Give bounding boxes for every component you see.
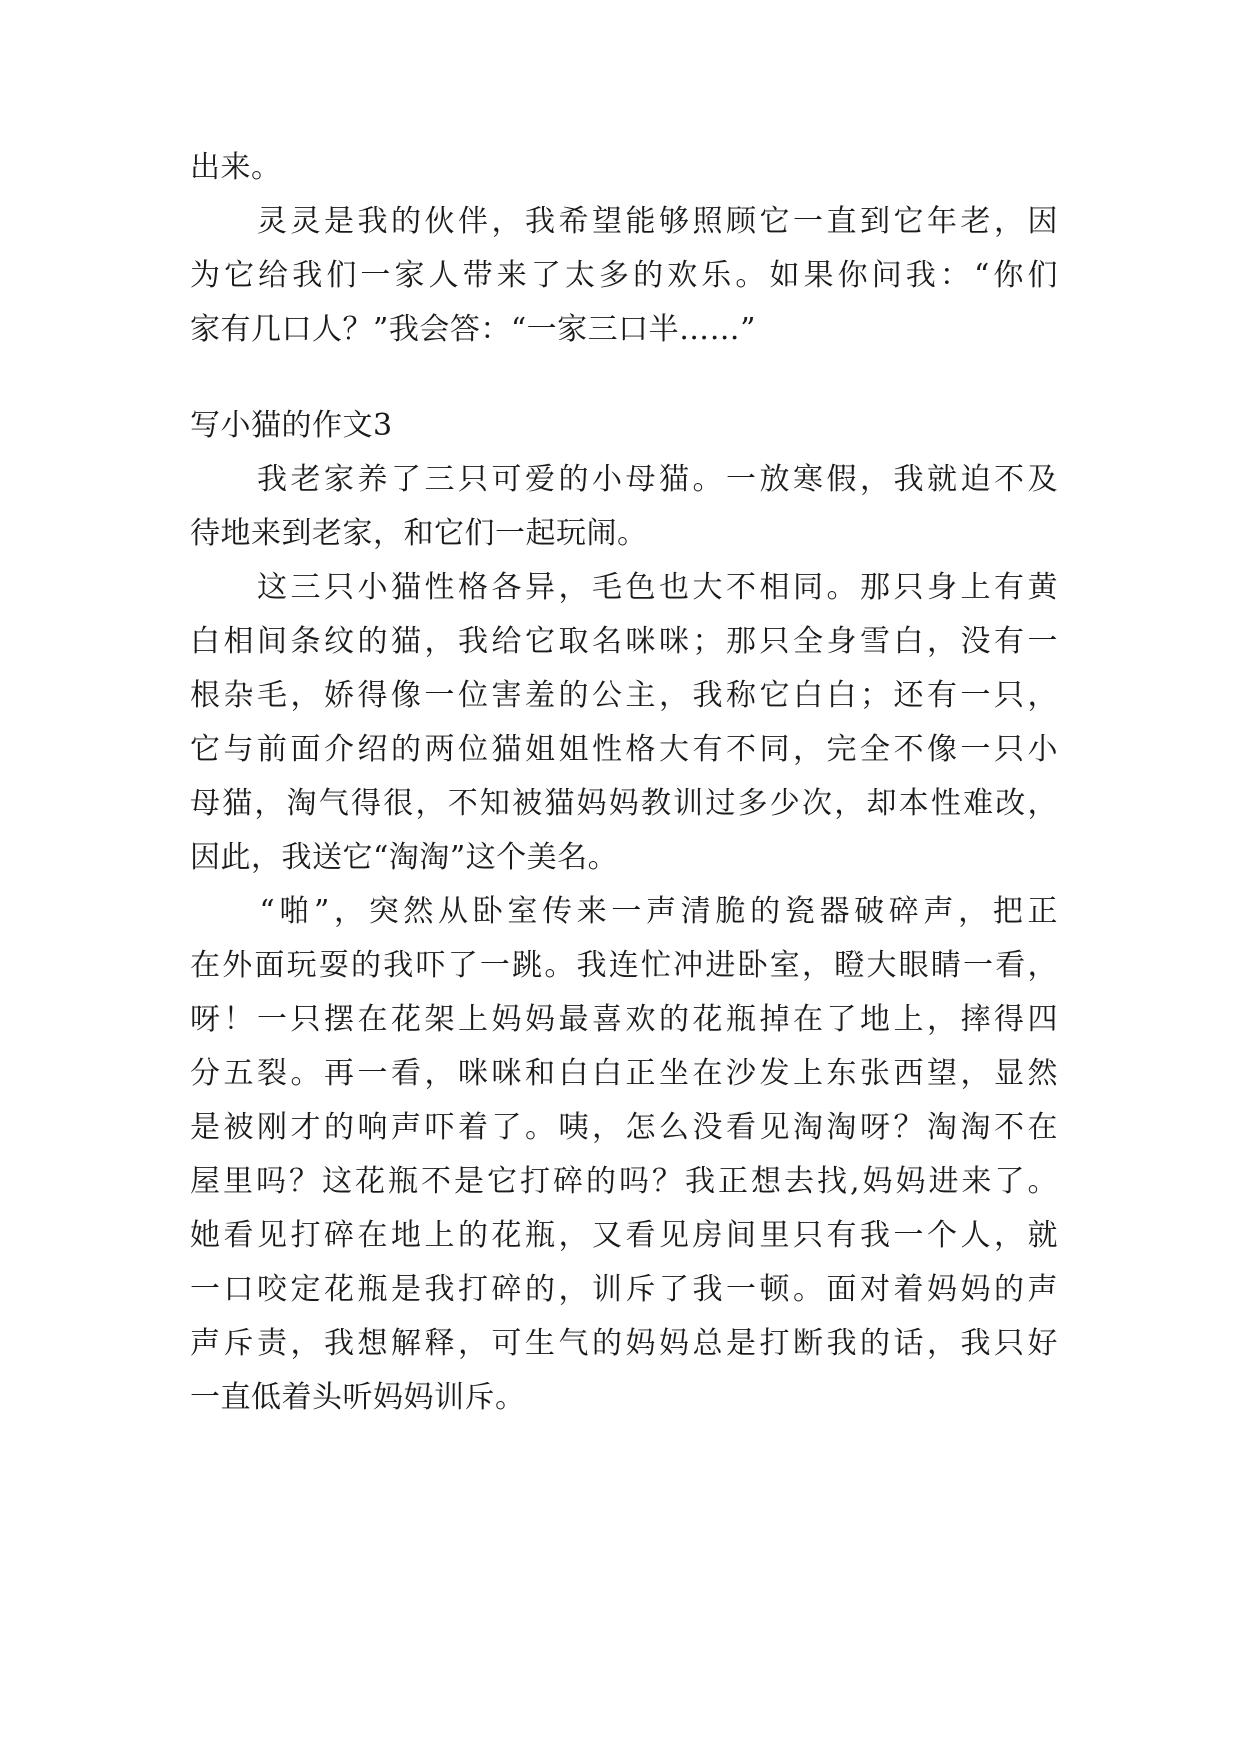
text-line: 白相间条纹的猫，我给它取名咪咪；那只全身雪白，没有一 (190, 624, 1058, 659)
text-line: 母猫，淘气得很，不知被猫妈妈教训过多少次，却本性难改， (190, 786, 1058, 821)
text-line: 分五裂。再一看，咪咪和白白正坐在沙发上东张西望，显然 (190, 1056, 1058, 1091)
text-line: 待地来到老家，和它们一起玩闹。 (190, 516, 648, 551)
text-line: 灵灵是我的伙伴，我希望能够照顾它一直到它年老，因 (190, 204, 1058, 239)
text-line: 一直低着头听妈妈训斥。 (190, 1380, 526, 1415)
text-line: 它与前面介绍的两位猫姐姐性格大有不同，完全不像一只小 (190, 732, 1058, 767)
text-line: 声斥责，我想解释，可生气的妈妈总是打断我的话，我只好 (190, 1326, 1058, 1361)
text-line: 呀！一只摆在花架上妈妈最喜欢的花瓶掉在了地上，摔得四 (190, 1002, 1058, 1037)
section-heading: 写小猫的作文3 (190, 408, 393, 443)
text-line: 家有几口人？”我会答：“一家三口半……” (190, 312, 757, 347)
text-line: 屋里吗？这花瓶不是它打碎的吗？我正想去找,妈妈进来了。 (190, 1164, 1058, 1199)
text-line: 我老家养了三只可爱的小母猫。一放寒假，我就迫不及 (190, 462, 1058, 497)
text-line: “啪”，突然从卧室传来一声清脆的瓷器破碎声，把正 (190, 894, 1058, 929)
text-line: 因此，我送它“淘淘”这个美名。 (190, 840, 619, 875)
text-line: 这三只小猫性格各异，毛色也大不相同。那只身上有黄 (190, 570, 1058, 605)
text-line: 她看见打碎在地上的花瓶，又看见房间里只有我一个人，就 (190, 1218, 1058, 1253)
text-line: 出来。 (190, 150, 282, 185)
text-line: 根杂毛，娇得像一位害羞的公主，我称它白白；还有一只， (190, 678, 1058, 713)
text-line: 是被刚才的响声吓着了。咦，怎么没看见淘淘呀？淘淘不在 (190, 1110, 1058, 1145)
text-line: 在外面玩耍的我吓了一跳。我连忙冲进卧室，瞪大眼睛一看， (190, 948, 1058, 983)
text-line: 一口咬定花瓶是我打碎的，训斥了我一顿。面对着妈妈的声 (190, 1272, 1058, 1307)
text-line: 为它给我们一家人带来了太多的欢乐。如果你问我：“你们 (190, 258, 1058, 293)
